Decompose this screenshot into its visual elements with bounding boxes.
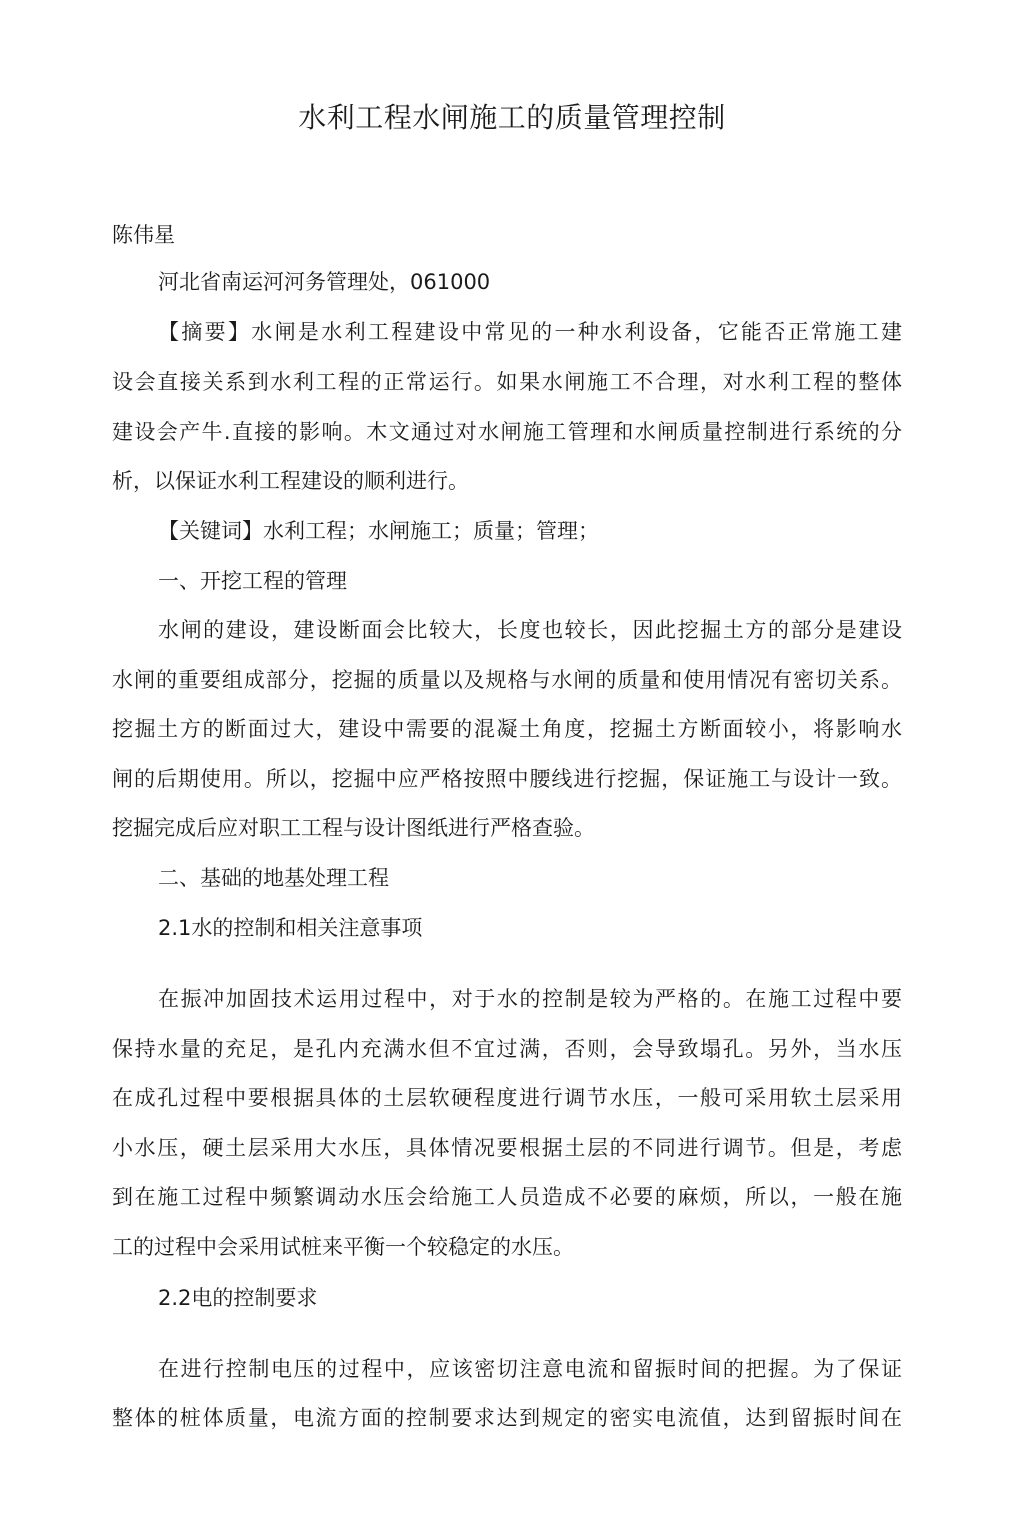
abstract-line: 设会直接关系到水利工程的正常运行。如果水闸施工不合理，对水利工程的整体 bbox=[112, 370, 902, 394]
paragraph-line: 到在施工过程中频繁调动水压会给施工人员造成不必要的麻烦，所以，一般在施 bbox=[112, 1185, 902, 1209]
paragraph-line: 工的过程中会采用试桩来平衡一个较稳定的水压。 bbox=[112, 1235, 574, 1259]
author-name: 陈伟星 bbox=[112, 223, 175, 247]
paragraph-line: 挖掘土方的断面过大，建设中需要的混凝土角度，挖掘土方断面较小，将影响水 bbox=[112, 717, 902, 741]
paragraph-line: 挖掘完成后应对职工工程与设计图纸进行严格查验。 bbox=[112, 816, 595, 840]
section-heading: 一、开挖工程的管理 bbox=[158, 569, 347, 593]
paragraph-line: 整体的桩体质量，电流方面的控制要求达到规定的密实电流值，达到留振时间在 bbox=[112, 1406, 902, 1430]
section-heading: 二、基础的地基处理工程 bbox=[158, 866, 389, 890]
paragraph-line: 在振冲加固技术运用过程中，对于水的控制是较为严格的。在施工过程中要 bbox=[158, 987, 902, 1011]
author-affiliation: 河北省南运河河务管理处，061000 bbox=[158, 270, 491, 294]
subsection-heading: 2.1水的控制和相关注意事项 bbox=[158, 916, 423, 940]
keywords: 【关键词】水利工程；水闸施工；质量；管理； bbox=[158, 519, 599, 543]
paragraph-line: 在进行控制电压的过程中，应该密切注意电流和留振时间的把握。为了保证 bbox=[158, 1357, 902, 1381]
paragraph-line: 在成孔过程中要根据具体的土层软硬程度进行调节水压，一般可采用软土层采用 bbox=[112, 1086, 902, 1110]
paragraph-line: 闸的后期使用。所以，挖掘中应严格按照中腰线进行挖掘，保证施工与设计一致。 bbox=[112, 767, 902, 791]
abstract-line: 建设会产牛.直接的影响。木文通过对水闸施工管理和水闸质量控制进行系统的分 bbox=[112, 420, 902, 444]
abstract-line: 析，以保证水利工程建设的顺利进行。 bbox=[112, 469, 469, 493]
document-title: 水利工程水闸施工的质量管理控制 bbox=[298, 101, 726, 134]
paragraph-line: 保持水量的充足，是孔内充满水但不宜过满，否则，会导致塌孔。另外，当水压 bbox=[112, 1037, 902, 1061]
paragraph-line: 水闸的重要组成部分，挖掘的质量以及规格与水闸的质量和使用情况有密切关系。 bbox=[112, 668, 902, 692]
paragraph-line: 水闸的建设，建设断面会比较大，长度也较长，因此挖掘土方的部分是建设 bbox=[158, 618, 902, 642]
paragraph-line: 小水压，硬土层采用大水压，具体情况要根据土层的不同进行调节。但是，考虑 bbox=[112, 1136, 902, 1160]
subsection-heading: 2.2电的控制要求 bbox=[158, 1286, 318, 1310]
abstract-line: 【摘要】水闸是水利工程建设中常见的一种水利设备，它能否正常施工建 bbox=[158, 320, 902, 344]
